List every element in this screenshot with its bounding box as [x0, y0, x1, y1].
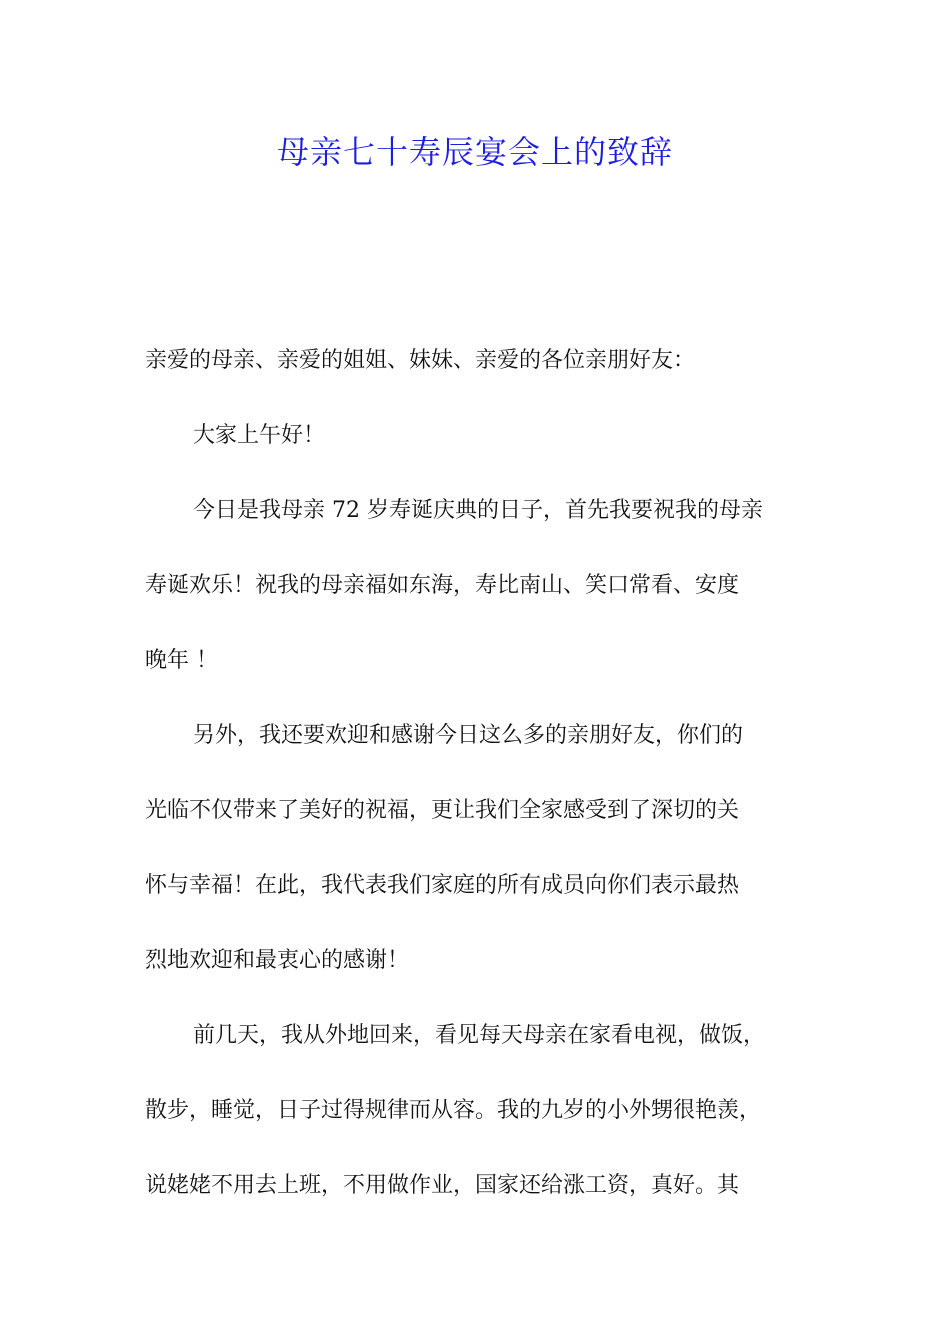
salutation-line: 亲爱的母亲、亲爱的姐姐、妹妹、亲爱的各位亲朋好友： [145, 348, 696, 373]
paragraph-line: 另外，我还要欢迎和感谢今日这么多的亲朋好友，你们的 [193, 723, 744, 748]
document-title: 母亲七十寿辰宴会上的致辞 [276, 133, 673, 171]
paragraph-line: 散步，睡觉，日子过得规律而从容。我的九岁的小外甥很艳羡， [145, 1098, 762, 1123]
paragraph-line: 前几天，我从外地回来，看见每天母亲在家看电视，做饭， [193, 1023, 766, 1048]
paragraph-line: 怀与幸福！在此，我代表我们家庭的所有成员向你们表示最热 [145, 873, 740, 898]
paragraph-line: 光临不仅带来了美好的祝福，更让我们全家感受到了深切的关 [145, 798, 740, 823]
greeting-line: 大家上午好！ [193, 423, 326, 448]
paragraph-line: 烈地欢迎和最衷心的感谢！ [145, 948, 410, 973]
paragraph-line: 今日是我母亲 72 岁寿诞庆典的日子，首先我要祝我的母亲 [193, 498, 763, 523]
paragraph-line: 说姥姥不用去上班，不用做作业，国家还给涨工资，真好。其 [145, 1173, 740, 1198]
paragraph-line: 寿诞欢乐！祝我的母亲福如东海，寿比南山、笑口常看、安度 [145, 573, 740, 598]
document-body [145, 334, 807, 1234]
paragraph-line: 晚年 ！ [145, 648, 218, 673]
